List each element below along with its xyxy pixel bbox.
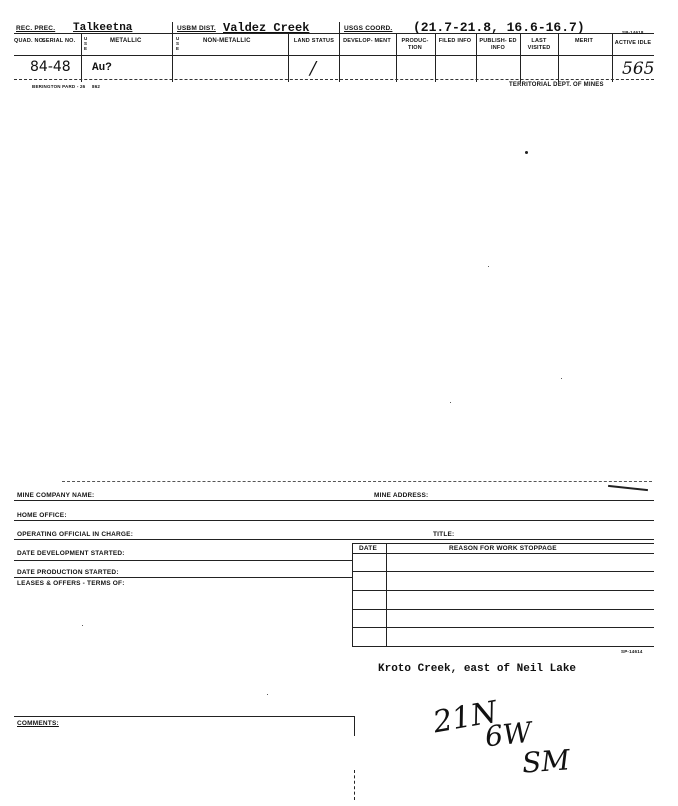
speck <box>561 378 562 379</box>
date-production-label: DATE PRODUCTION STARTED: <box>17 569 119 576</box>
leases-label: LEASES & OFFERS - TERMS OF: <box>17 580 125 587</box>
col-serial-no: SERIAL NO. <box>42 38 76 44</box>
form-number-bottom: SP-14614 <box>621 649 643 654</box>
usgs-coord-label: USGS COORD. <box>344 25 393 32</box>
mine-address-label: MINE ADDRESS: <box>374 492 429 499</box>
stoppage-row-2 <box>352 590 654 591</box>
usgs-coord-value: (21.7-21.8, 16.6-16.7) <box>413 20 585 35</box>
home-office-line <box>14 520 654 521</box>
quad-serial-value: 84-48 <box>30 59 71 75</box>
date-production-line <box>14 577 352 578</box>
col-metallic: METALLIC <box>110 38 142 44</box>
divider-2 <box>339 22 340 82</box>
printer-code: 862 <box>92 84 101 89</box>
col-active-idle: ACTIVE IDLE <box>614 40 652 46</box>
metallic-value: Au? <box>92 62 112 74</box>
comments-label: COMMENTS: <box>17 720 59 727</box>
col-land-status: LAND STATUS <box>293 38 335 44</box>
mine-company-label: MINE COMPANY NAME: <box>17 492 95 499</box>
handwritten-meridian: SM <box>520 743 571 780</box>
date-development-line <box>14 560 352 561</box>
stoppage-row-1 <box>352 571 654 572</box>
col-production: PRODUC- TION <box>401 38 429 51</box>
speck <box>488 266 489 267</box>
handwritten-township: 21N <box>430 694 500 741</box>
rec-prec-label: REC. PREC. <box>16 25 56 32</box>
date-column-header: DATE <box>359 545 378 552</box>
divider-1 <box>172 22 173 82</box>
home-office-label: HOME OFFICE: <box>17 512 67 519</box>
column-header-underline <box>14 55 654 56</box>
land-status-value: / <box>310 58 317 79</box>
stoppage-header-underline <box>352 553 654 554</box>
row-bottom-dashed <box>14 79 654 80</box>
usbm-dist-value: Valdez Creek <box>223 21 310 35</box>
comments-top-line <box>14 716 354 717</box>
comments-right-border <box>354 716 355 736</box>
handwritten-range: 6W <box>483 715 534 754</box>
stoppage-table-top <box>352 543 654 544</box>
speck <box>450 402 451 403</box>
stoppage-left-border <box>352 543 353 647</box>
speck <box>82 625 83 626</box>
col-metallic-use: U S E <box>84 36 88 51</box>
col-published-info: PUBLISH- ED INFO <box>479 38 517 51</box>
location-note: Kroto Creek, east of Neil Lake <box>378 663 577 675</box>
comments-right-border-lower <box>354 770 355 800</box>
operating-official-label: OPERATING OFFICIAL IN CHARGE: <box>17 531 134 538</box>
col-quad-no: QUAD. NO. <box>14 38 45 44</box>
operating-official-line <box>14 539 654 540</box>
col-nonmetallic: NON-METALLIC <box>203 38 251 44</box>
speck <box>267 694 268 695</box>
printer-info: BERINGTON PARD - 26 <box>32 84 86 89</box>
col-filed-info: FILED INFO <box>438 38 472 44</box>
mine-company-line <box>14 500 654 501</box>
card-edge-curve <box>608 485 648 491</box>
stoppage-row-4 <box>352 627 654 628</box>
col-last-visited: LAST VISITED <box>527 38 551 51</box>
title-label: TITLE: <box>433 531 455 538</box>
department-label: TERRITORIAL DEPT. OF MINES <box>509 82 604 88</box>
col-nonmetallic-use: U S E <box>176 36 180 51</box>
divider-3 <box>81 34 82 82</box>
divider-4 <box>288 34 289 82</box>
col-development: DEVELOP- MENT <box>343 38 391 44</box>
active-idle-value: 565 <box>622 59 655 79</box>
col-merit: MERIT <box>574 38 594 44</box>
stoppage-date-divider <box>386 543 387 647</box>
card-edge-dashed <box>62 481 652 482</box>
date-development-label: DATE DEVELOPMENT STARTED: <box>17 550 125 557</box>
reason-column-header: REASON FOR WORK STOPPAGE <box>449 545 557 552</box>
stoppage-row-5 <box>352 646 654 647</box>
rec-prec-value: Talkeetna <box>73 22 133 34</box>
speck <box>525 151 528 154</box>
usbm-dist-label: USBM DIST. <box>177 25 216 32</box>
form-number-top: SP-14618 <box>622 30 644 35</box>
stoppage-row-3 <box>352 609 654 610</box>
